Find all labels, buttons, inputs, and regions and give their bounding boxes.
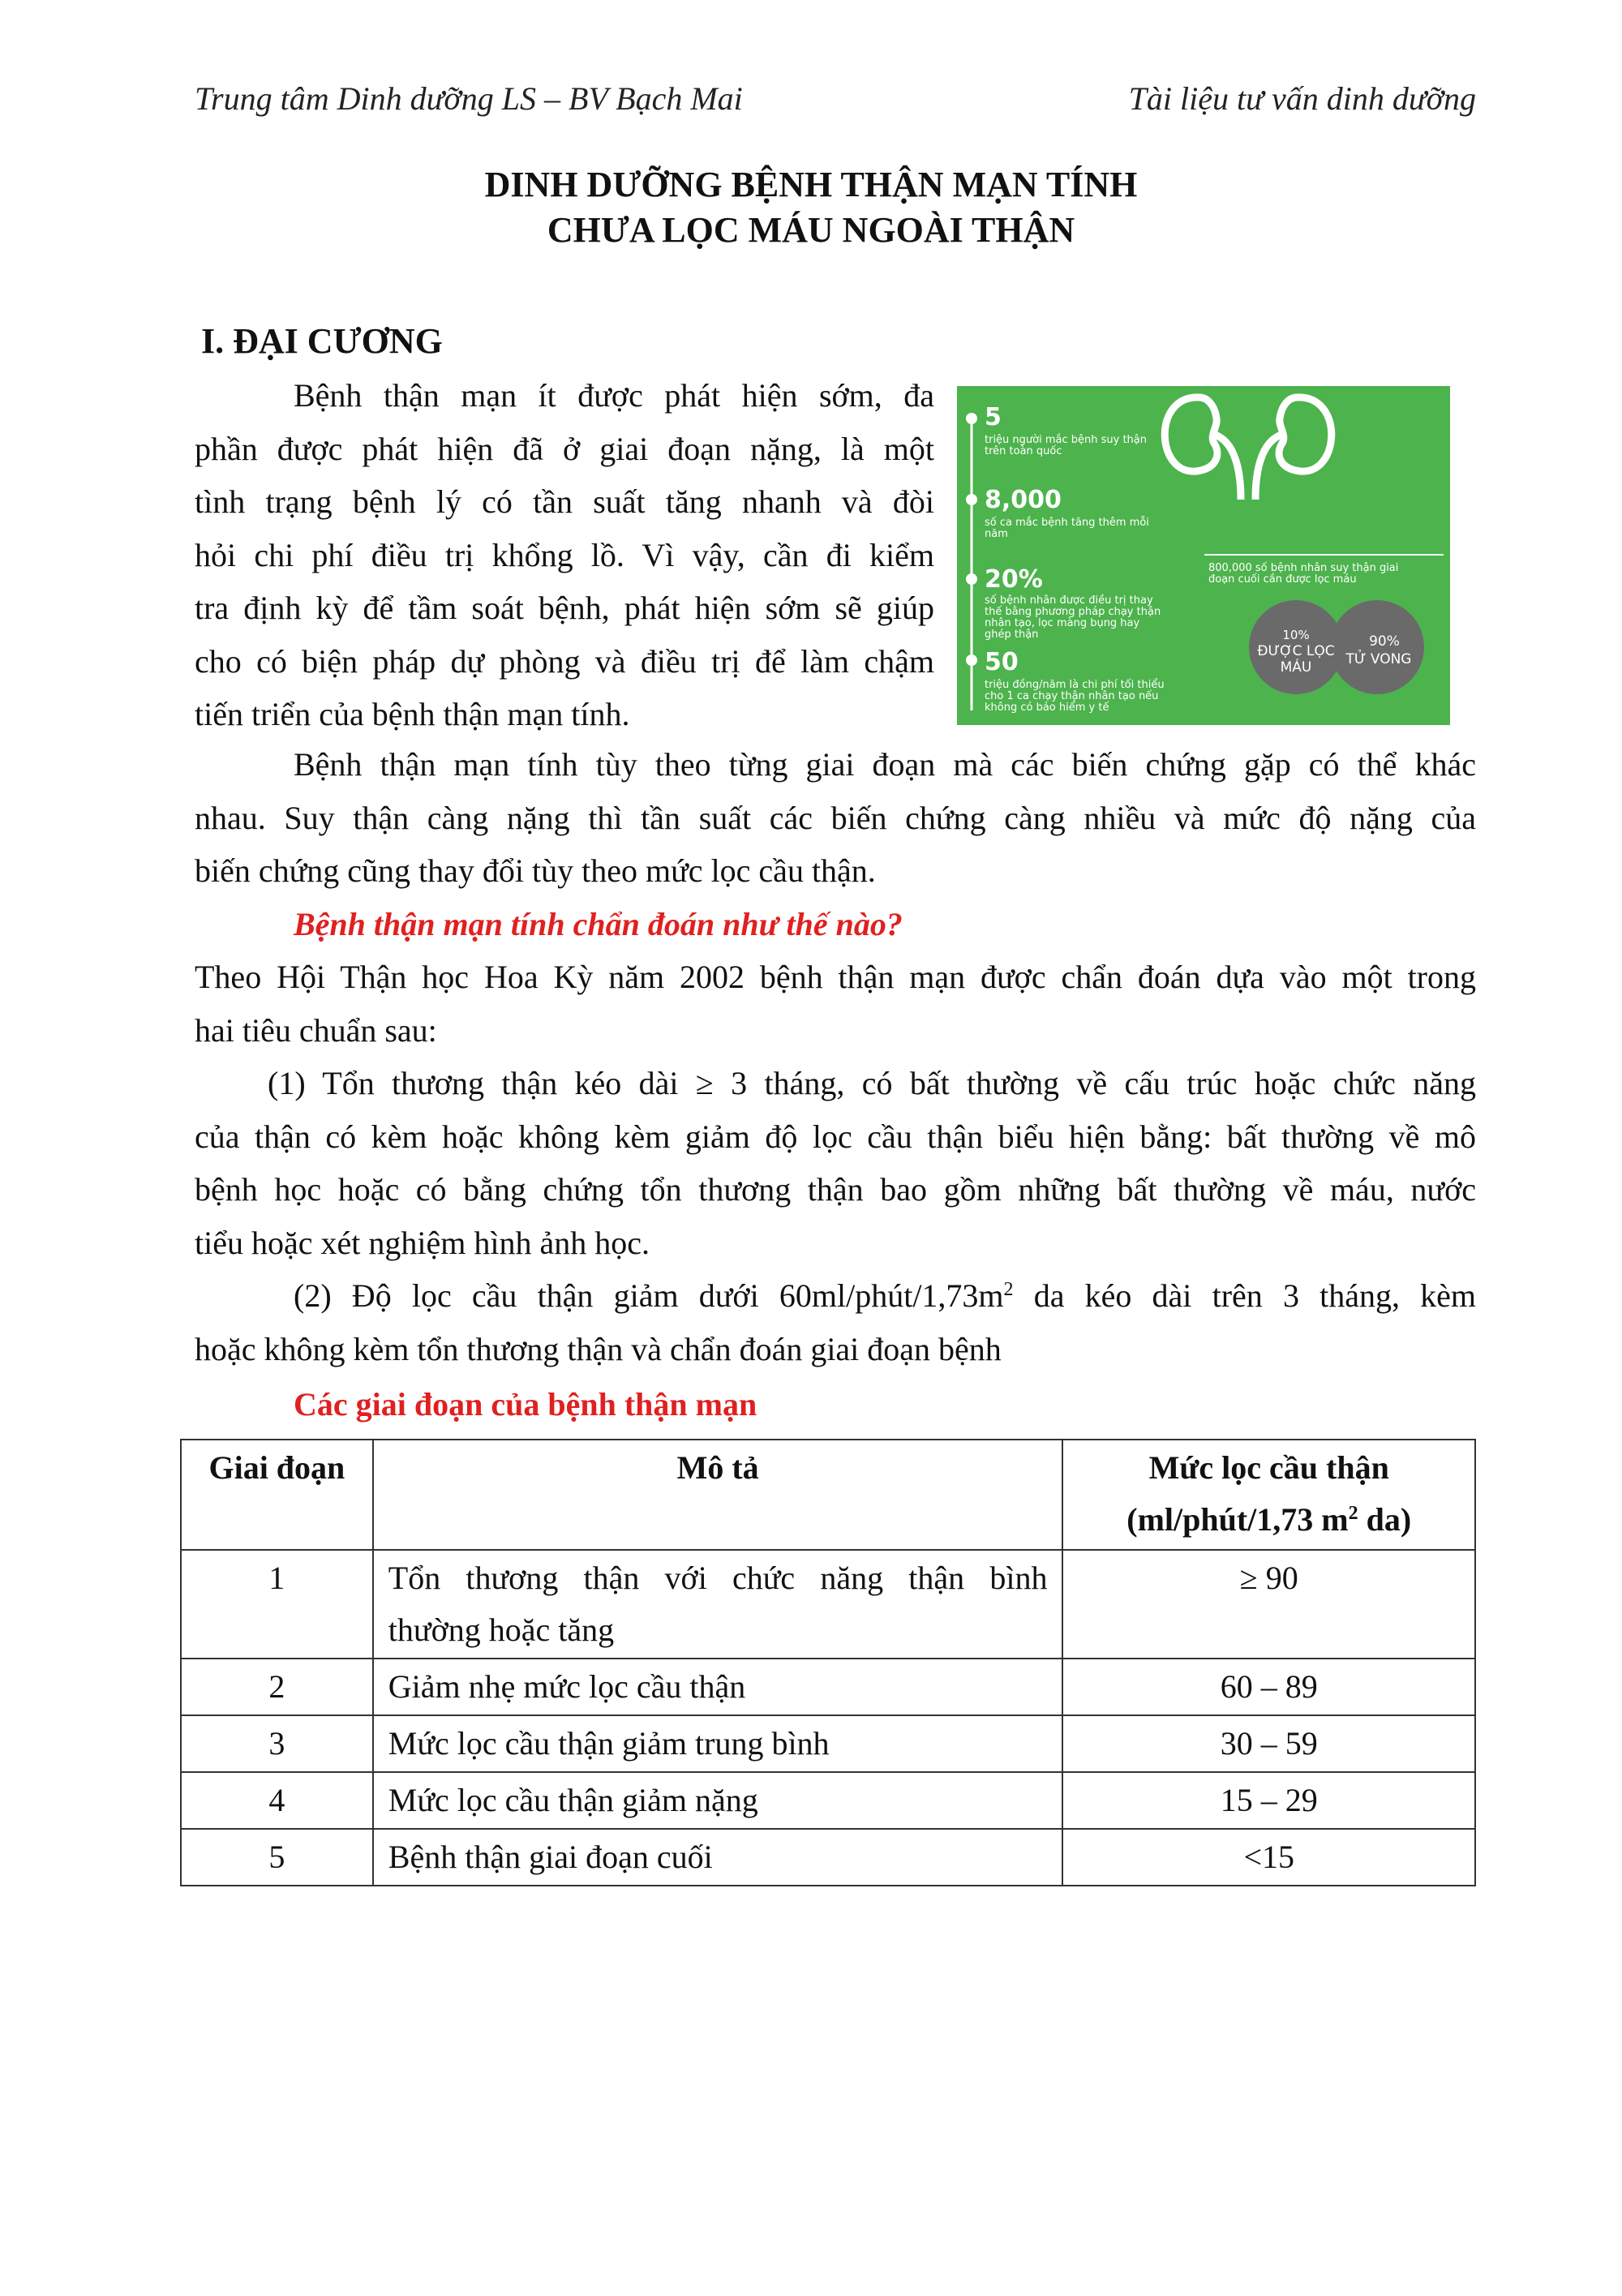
text-line: Bệnh thận mạn ít được phát hiện sớm, đa bbox=[294, 377, 934, 414]
stat1-label: trên toàn quốc bbox=[985, 445, 1062, 457]
stages-heading: Các giai đoạn của bệnh thận mạn bbox=[294, 1386, 757, 1423]
cell-desc: Mức lọc cầu thận giảm nặng bbox=[373, 1772, 1063, 1829]
title-line-1: DINH DƯỠNG BỆNH THẬN MẠN TÍNH bbox=[484, 165, 1138, 204]
stages-table bbox=[180, 1439, 1476, 1886]
cell-gfr: ≥ 90 bbox=[1062, 1550, 1475, 1659]
stat1-value: 5 bbox=[985, 403, 1002, 431]
cell-desc bbox=[373, 1550, 1063, 1659]
text-line: hai tiêu chuẩn sau: bbox=[195, 1011, 437, 1049]
text-line bbox=[195, 1269, 1476, 1323]
table-row bbox=[181, 1659, 1475, 1715]
diagnosis-heading: Bệnh thận mạn tính chẩn đoán như thế nào? bbox=[294, 906, 903, 942]
stat3-label: thế bằng phương pháp chạy thận bbox=[985, 606, 1161, 618]
stat1-label: triệu người mắc bệnh suy thận bbox=[985, 434, 1148, 446]
stat3-label: nhân tạo, lọc màng bụng hay bbox=[985, 617, 1140, 629]
text-line: tiểu hoặc xét nghiệm hình ảnh học. bbox=[195, 1224, 650, 1261]
cell-stage: 1 bbox=[181, 1550, 373, 1659]
text-line: biến chứng cũng thay đổi tùy theo mức lọc cầu thận. bbox=[195, 852, 876, 889]
cell-stage: 4 bbox=[181, 1772, 373, 1829]
circle2-pct: 90% bbox=[1369, 633, 1400, 650]
callout-text: 800,000 số bệnh nhân suy thận giai bbox=[1208, 562, 1399, 574]
circle1-label: MÁU bbox=[1280, 659, 1312, 676]
section-heading: I. ĐẠI CƯƠNG bbox=[201, 321, 443, 361]
cell-stage: 2 bbox=[181, 1659, 373, 1715]
header-gfr bbox=[1062, 1440, 1475, 1550]
header-gfr-line2 bbox=[1078, 1494, 1460, 1546]
header-stage: Giai đoạn bbox=[181, 1440, 373, 1550]
text-line: nhau. Suy thận càng nặng thì tần suất các biến chứng càng nhiều và mức độ nặng của bbox=[195, 799, 1476, 836]
stat2-value: 8,000 bbox=[985, 486, 1062, 514]
crit2-text: da kéo dài trên 3 tháng, kèm bbox=[1013, 1277, 1477, 1314]
cell-gfr: 15 – 29 bbox=[1062, 1772, 1475, 1829]
text-line: phần được phát hiện đã ở giai đoạn nặng, là một bbox=[195, 430, 934, 467]
stat4-value: 50 bbox=[985, 648, 1019, 676]
text-line: tra định kỳ để tầm soát bệnh, phát hiện sớm sẽ giúp bbox=[195, 590, 934, 626]
header-right: Tài liệu tư vấn dinh dưỡng bbox=[1128, 80, 1476, 117]
circle1-label: ĐƯỢC LỌC bbox=[1257, 643, 1335, 659]
cell-gfr: 30 – 59 bbox=[1062, 1715, 1475, 1772]
stat3-value: 20% bbox=[985, 565, 1043, 594]
criterion-2 bbox=[195, 1269, 1476, 1375]
text-line: (1) Tổn thương thận kéo dài ≥ 3 tháng, có bất thường về cấu trúc hoặc chức năng bbox=[268, 1065, 1476, 1101]
text-line: tình trạng bệnh lý có tần suất tăng nhanh và đòi bbox=[195, 483, 934, 520]
cell-desc-line: thường hoặc tăng bbox=[388, 1611, 615, 1648]
kidney-infographic bbox=[957, 386, 1450, 725]
cell-stage: 3 bbox=[181, 1715, 373, 1772]
text-line: cho có biện pháp dự phòng và điều trị để làm chậm bbox=[195, 642, 934, 680]
table-header-row bbox=[181, 1440, 1475, 1550]
text-line: bệnh học hoặc có bằng chứng tổn thương thận bao gồm những bất thường về máu, nước bbox=[195, 1171, 1476, 1208]
circle1-pct: 10% bbox=[1282, 628, 1310, 642]
header-gfr-line1: Mức lọc cầu thận bbox=[1148, 1449, 1389, 1486]
circle2-label: TỬ VONG bbox=[1345, 651, 1412, 667]
table-row bbox=[181, 1772, 1475, 1829]
text-line: của thận có kèm hoặc không kèm giảm độ lọc cầu thận biểu hiện bằng: bất thường về mô bbox=[195, 1118, 1476, 1155]
cell-gfr: 60 – 89 bbox=[1062, 1659, 1475, 1715]
criterion-1 bbox=[195, 1057, 1476, 1269]
callout-text: đoạn cuối cần được lọc máu bbox=[1208, 573, 1357, 586]
table-row bbox=[181, 1829, 1475, 1886]
cell-gfr: <15 bbox=[1062, 1829, 1475, 1886]
stat2-label: số ca mắc bệnh tăng thêm mỗi bbox=[985, 517, 1149, 529]
cell-desc: Mức lọc cầu thận giảm trung bình bbox=[373, 1715, 1063, 1772]
header-left: Trung tâm Dinh dưỡng LS – BV Bạch Mai bbox=[195, 80, 743, 117]
stat4-label: không có bảo hiểm y tế bbox=[985, 702, 1109, 714]
header-gfr-text: (ml/phút/1,73 m bbox=[1126, 1501, 1349, 1538]
cell-desc: Giảm nhẹ mức lọc cầu thận bbox=[373, 1659, 1063, 1715]
stat3-label: ghép thận bbox=[985, 629, 1039, 641]
text-line: hỏi chi phí điều trị khổng lồ. Vì vậy, cần đi kiểm bbox=[195, 536, 934, 573]
header-gfr-text: da) bbox=[1358, 1501, 1412, 1538]
crit2-text: (2) Độ lọc cầu thận giảm dưới 60ml/phút/1,73m bbox=[294, 1277, 1004, 1314]
text-line: Theo Hội Thận học Hoa Kỳ năm 2002 bệnh thận mạn được chẩn đoán dựa vào một trong bbox=[195, 959, 1476, 995]
cell-desc-line: Tổn thương thận với chức năng thận bình bbox=[388, 1560, 1048, 1596]
header-desc: Mô tả bbox=[373, 1440, 1063, 1550]
stat4-label: cho 1 ca chạy thận nhân tạo nếu bbox=[985, 690, 1159, 702]
stat2-label: năm bbox=[985, 528, 1008, 540]
superscript: 2 bbox=[1348, 1503, 1358, 1524]
paragraph-diagnosis-intro bbox=[195, 951, 1476, 1057]
page-title bbox=[0, 162, 1622, 253]
table-row bbox=[181, 1550, 1475, 1659]
cell-stage: 5 bbox=[181, 1829, 373, 1886]
paragraph-complications bbox=[195, 738, 1476, 898]
title-line-2: CHƯA LỌC MÁU NGOÀI THẬN bbox=[547, 210, 1075, 250]
cell-desc: Bệnh thận giai đoạn cuối bbox=[373, 1829, 1063, 1886]
stat3-label: số bệnh nhân được điều trị thay bbox=[985, 594, 1153, 607]
text-line: hoặc không kèm tổn thương thận và chẩn đoán giai đoạn bệnh bbox=[195, 1330, 1002, 1367]
table-row bbox=[181, 1715, 1475, 1772]
intro-paragraph bbox=[195, 369, 934, 741]
text-line: tiến triển của bệnh thận mạn tính. bbox=[195, 696, 630, 732]
stat4-label: triệu đồng/năm là chi phí tối thiểu bbox=[985, 679, 1165, 691]
text-line: Bệnh thận mạn tính tùy theo từng giai đoạn mà các biến chứng gặp có thể khác bbox=[294, 746, 1476, 783]
superscript: 2 bbox=[1003, 1279, 1014, 1300]
